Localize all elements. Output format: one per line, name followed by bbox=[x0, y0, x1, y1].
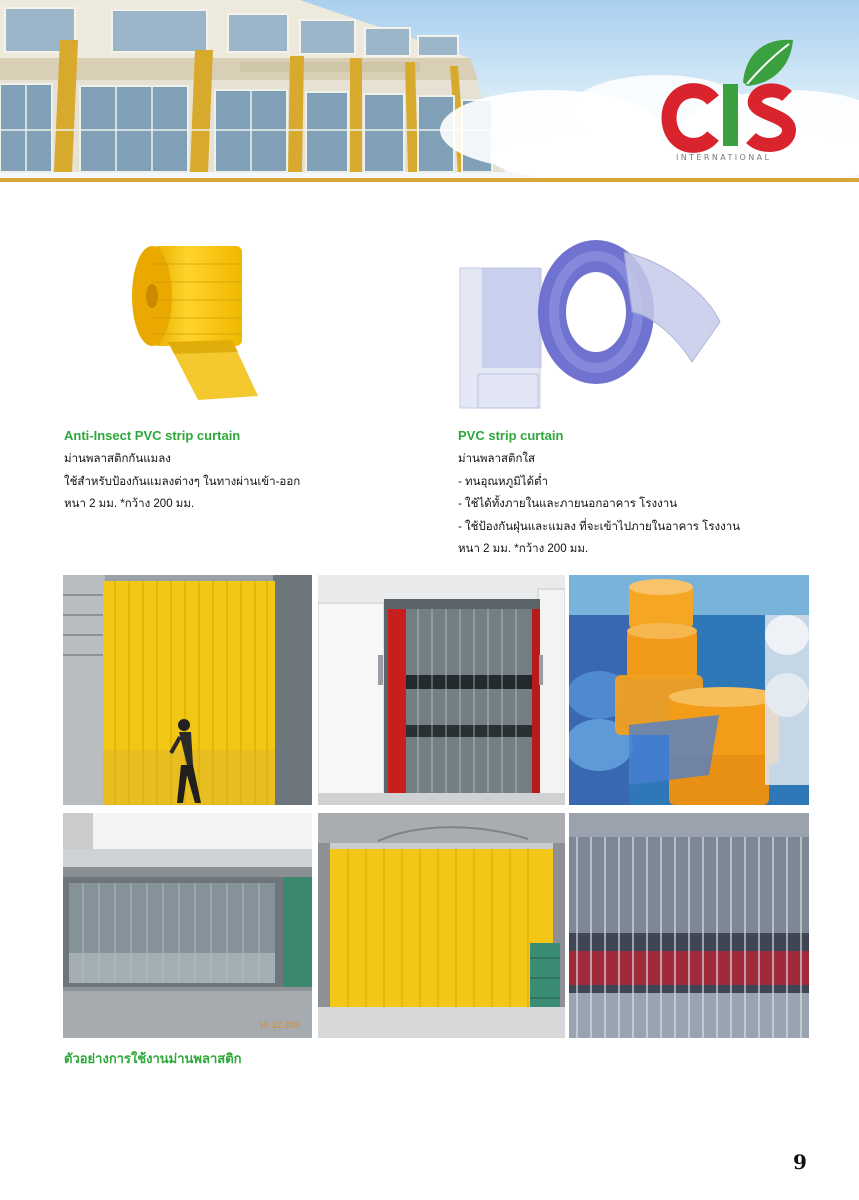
photo-yellow-warehouse-curtain bbox=[63, 575, 312, 805]
product-desc-line: ใช้สำหรับป้องกันแมลงต่างๆ ในทางผ่านเข้า-ออก bbox=[64, 476, 301, 488]
photo-yellow-factory-curtain bbox=[318, 813, 565, 1038]
logo-subtitle: INTERNATIONAL bbox=[676, 153, 772, 162]
clear-pvc-roll-image bbox=[456, 232, 724, 412]
product-title-pvc-strip: PVC strip curtain bbox=[458, 428, 564, 443]
product-desc-line: ม่านพลาสติกใส bbox=[458, 453, 536, 465]
product-desc-line: หนา 2 มม. *กว้าง 200 มม. bbox=[458, 543, 589, 555]
photo-date-stamp: 10 12 200 bbox=[259, 1020, 300, 1030]
product-title-anti-insect: Anti-Insect PVC strip curtain bbox=[64, 428, 241, 443]
photo-stacked-rolls bbox=[569, 575, 809, 805]
product-desc-line: หนา 2 มม. *กว้าง 200 มม. bbox=[64, 498, 195, 510]
product-desc-line: - ใช้ได้ทั้งภายในและภายนอกอาคาร โรงงาน bbox=[458, 498, 678, 510]
banner-divider bbox=[0, 178, 859, 182]
photo-grid-caption: ตัวอย่างการใช้งานม่านพลาสติก bbox=[64, 1051, 242, 1066]
header-banner bbox=[0, 0, 859, 178]
anti-insect-roll-image bbox=[128, 234, 263, 402]
product-desc-line: - ทนอุณหภูมิได้ต่ำ bbox=[458, 476, 548, 488]
photo-truck-door-curtain bbox=[318, 575, 565, 805]
photo-loading-dock-curtain bbox=[63, 813, 312, 1038]
product-desc-line: ม่านพลาสติกกันแมลง bbox=[64, 453, 171, 465]
photo-clear-strips-factory bbox=[569, 813, 809, 1038]
product-desc-line: - ใช้ป้องกันฝุ่นและแมลง ที่จะเข้าไปภายในอาคาร โรงงาน bbox=[458, 521, 741, 533]
page-number: 9 bbox=[793, 1150, 807, 1174]
